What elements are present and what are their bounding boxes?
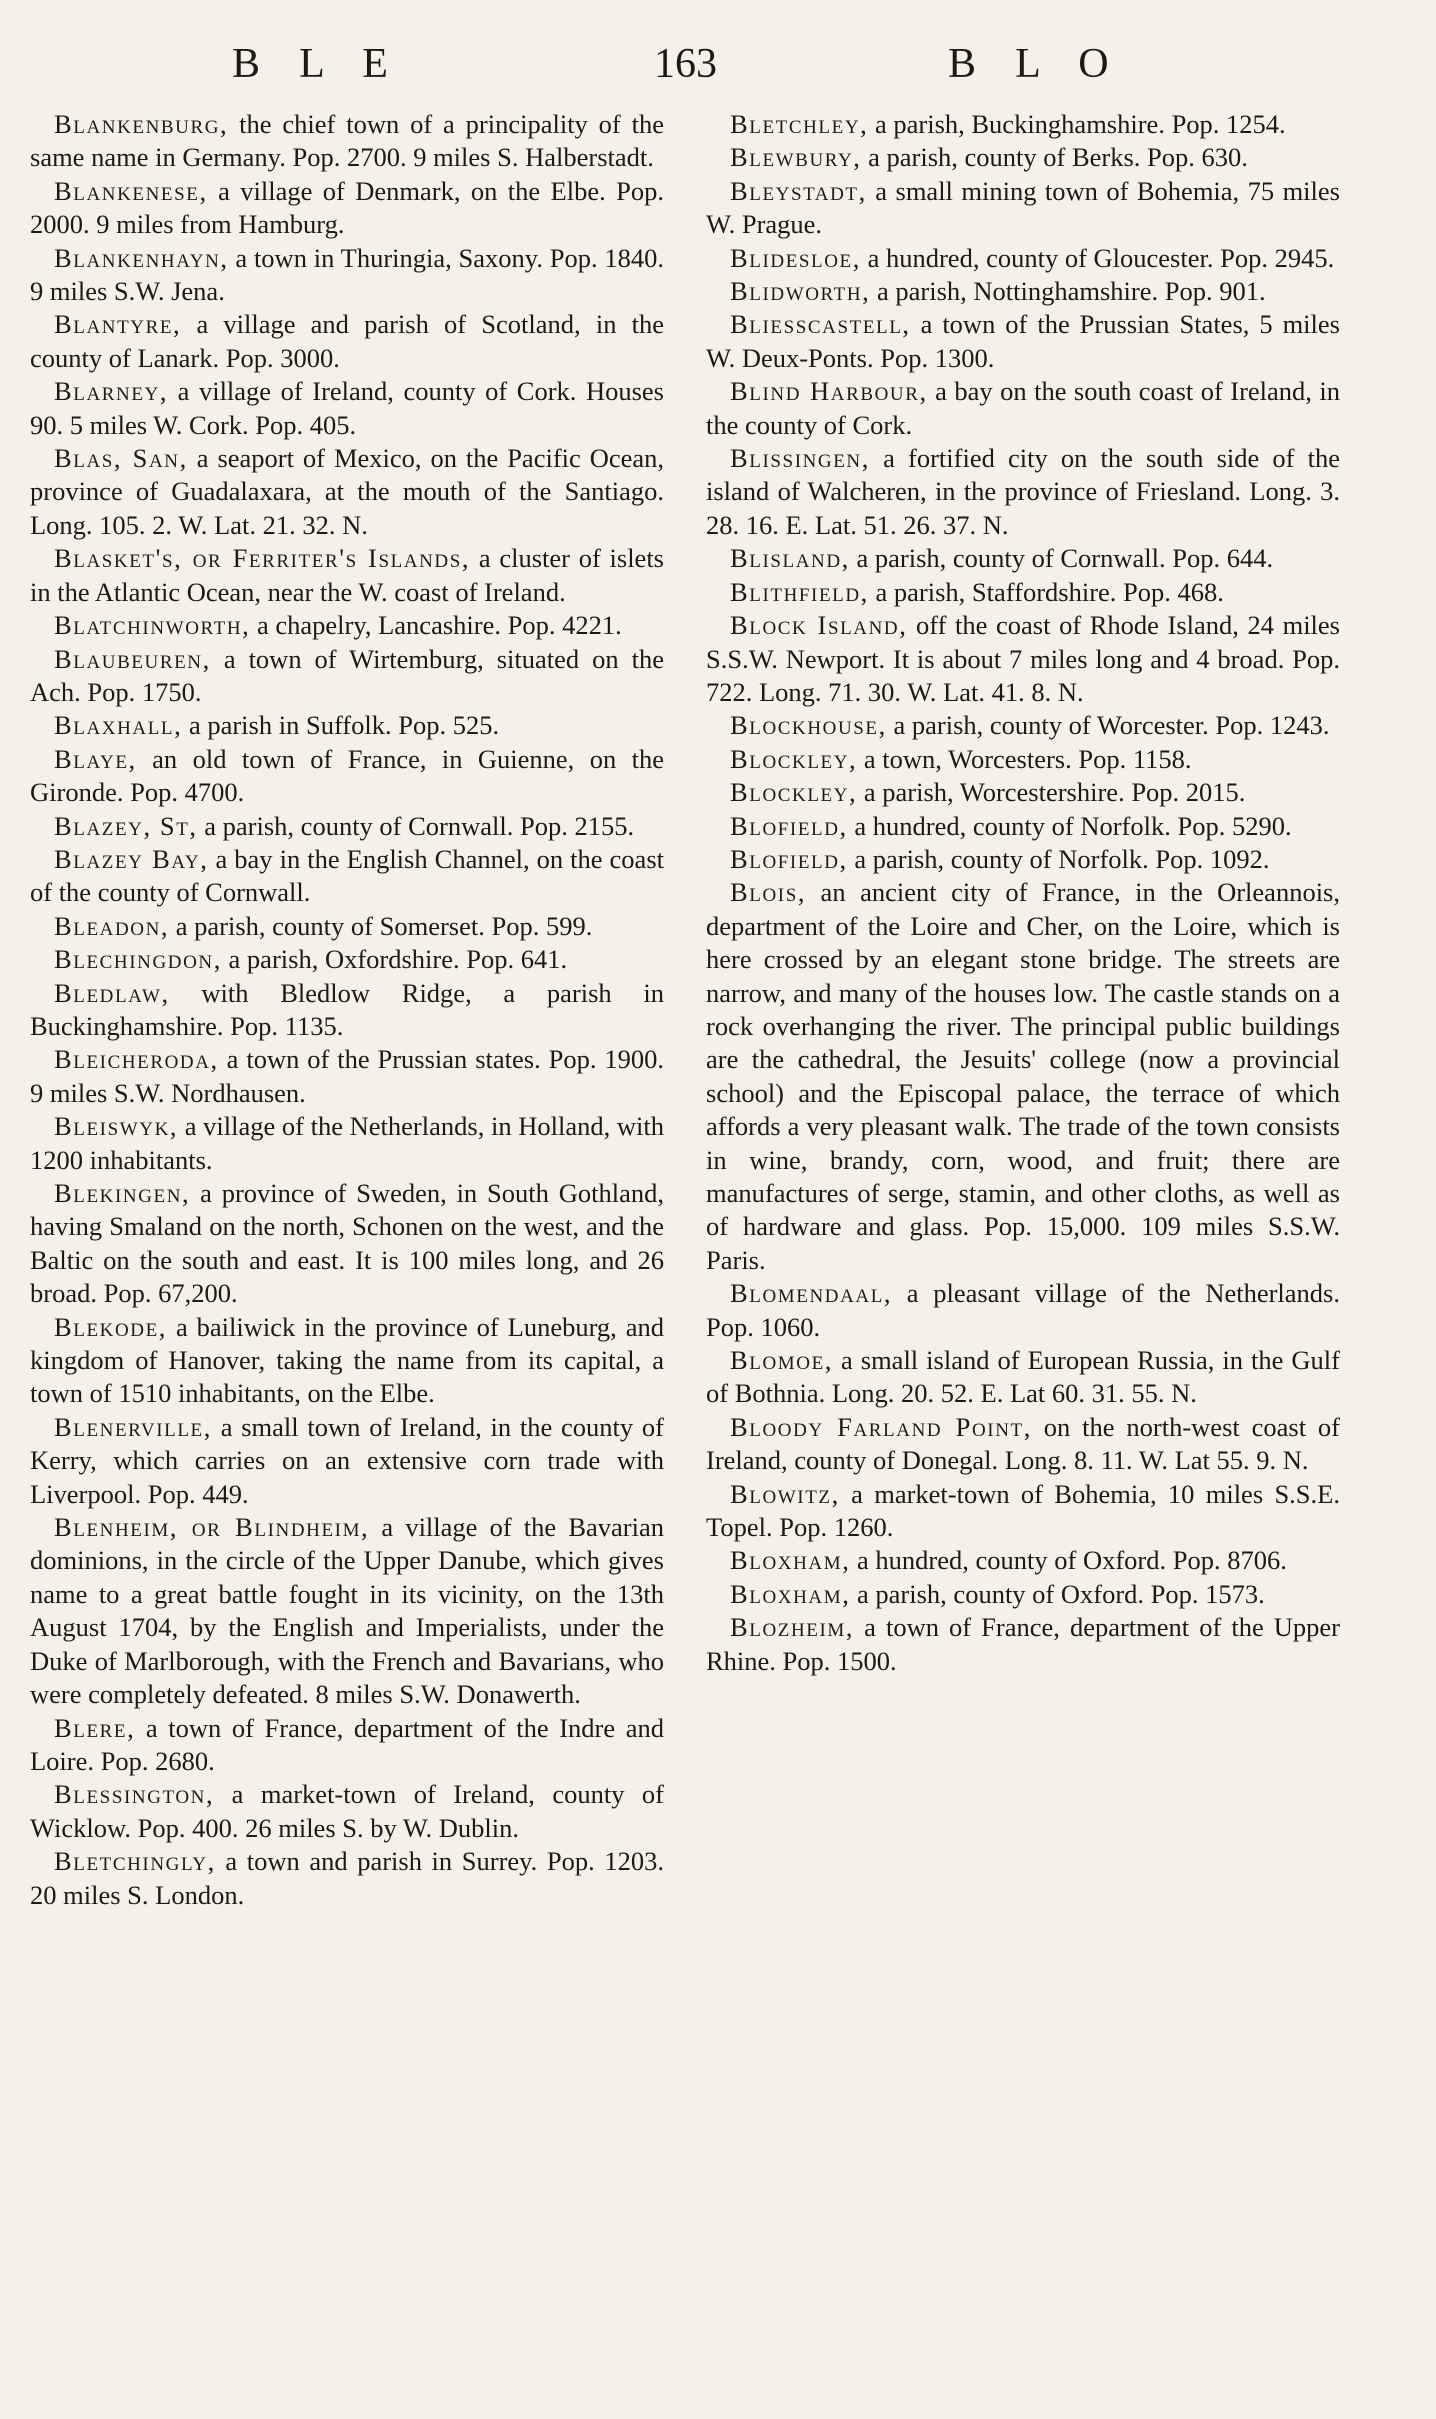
entry-headword: Bleadon, — [54, 910, 170, 941]
entry-headword: Bleystadt, — [730, 175, 867, 206]
entry-headword: Bleiswyk, — [54, 1111, 179, 1142]
gazetteer-entry — [30, 943, 664, 976]
entry-headword: Blessington, — [54, 1779, 215, 1810]
entry-text: a hundred, county of Gloucester. Pop. 2945. — [860, 242, 1335, 273]
entry-text: a parish, Oxfordshire. Pop. 641. — [221, 944, 568, 975]
gazetteer-entry — [706, 442, 1340, 542]
gazetteer-entry — [30, 242, 664, 309]
gazetteer-entry — [30, 709, 664, 742]
entry-headword: Blekode, — [54, 1311, 168, 1342]
entry-text: a village of Ireland, county of Cork. Houses 90. 5 miles W. Cork. Pop. 405. — [30, 376, 664, 440]
gazetteer-entry — [30, 542, 664, 609]
entry-headword: Blofield, — [730, 843, 848, 874]
gazetteer-entry — [30, 609, 664, 642]
gazetteer-entry — [706, 876, 1340, 1277]
entry-text: a chapelry, Lancashire. Pop. 4221. — [250, 610, 622, 641]
entry-headword: Blozheim, — [730, 1612, 855, 1643]
gazetteer-entry — [706, 375, 1340, 442]
gazetteer-entry — [30, 1110, 664, 1177]
entry-headword: Bloxham, — [730, 1578, 851, 1609]
gazetteer-entry — [706, 308, 1340, 375]
gazetteer-entry — [30, 1043, 664, 1110]
gazetteer-entry — [30, 1511, 664, 1711]
entry-text: a hundred, county of Oxford. Pop. 8706. — [850, 1545, 1287, 1576]
gazetteer-entry — [30, 977, 664, 1044]
gazetteer-entry — [30, 1845, 664, 1912]
entry-headword: Blaye, — [54, 743, 137, 774]
gazetteer-entry — [30, 1712, 664, 1779]
entry-text: on the north-west coast of Ireland, county of Donegal. Long. 8. 11. W. Lat 55. 9. N. — [706, 1411, 1340, 1476]
entry-text: a parish, county of Berks. Pop. 630. — [861, 142, 1248, 173]
entry-headword: Bledlaw, — [54, 977, 170, 1008]
entry-headword: Blind Harbour, — [730, 376, 928, 407]
entry-headword: Blisland, — [730, 543, 850, 574]
entry-headword: Bliesscastell, — [730, 309, 911, 340]
gazetteer-entry — [706, 576, 1340, 609]
entry-text: a town of France, department of the Indre and Loire. Pop. 2680. — [30, 1712, 664, 1776]
right-column — [706, 108, 1340, 1678]
entry-text: a parish, Worcestershire. Pop. 2015. — [857, 777, 1246, 808]
entry-text: a town of the Prussian States, 5 miles W. Deux-Ponts. Pop. 1300. — [706, 309, 1340, 373]
entry-headword: Blechingdon, — [54, 944, 222, 975]
entry-headword: Bloxham, — [730, 1545, 851, 1576]
entry-text: a market-town of Bohemia, 10 miles S.S.E. Topel. Pop. 1260. — [706, 1478, 1340, 1543]
entry-headword: Blewbury, — [730, 142, 862, 173]
entry-headword: Blockhouse, — [730, 710, 887, 741]
entry-headword: Blantyre, — [54, 309, 182, 340]
gazetteer-entry — [706, 609, 1340, 709]
entry-headword: Blas, San, — [54, 443, 188, 474]
entry-text: a parish, county of Oxford. Pop. 1573. — [850, 1578, 1265, 1609]
entry-headword: Blowitz, — [730, 1478, 840, 1509]
entry-text: a parish, county of Worcester. Pop. 1243. — [886, 710, 1330, 741]
gazetteer-entry — [30, 1177, 664, 1311]
gazetteer-entry — [30, 375, 664, 442]
entry-text: a town and parish in Surrey. Pop. 1203. 20 miles S. London. — [30, 1846, 664, 1910]
entry-headword: Blomoe, — [730, 1345, 833, 1376]
gazetteer-entry — [706, 1411, 1340, 1478]
entry-headword: Blere, — [54, 1712, 136, 1743]
entry-text: an ancient city of France, in the Orleannois, department of the Loire and Cher, on the Loire, which is here crossed by an elegant stone bridge. The streets are narrow, and many of the houses low. The castle stands on a rock overhanging the river. The principal public buildings are the cathedral, the Jesuits' college (now a provincial school) and the Episcopal palace, the terrace of which affords a very pleasant walk. The trade of the town consists in wine, brandy, corn, wood, and fruit; there are manufactures of serge, stamin, and other cloths, as well as of hardware and glass. Pop. 15,000. 109 miles S.S.W. Paris. — [706, 877, 1340, 1275]
gazetteer-entry — [30, 108, 664, 175]
entry-headword: Blissingen, — [730, 443, 870, 474]
gazetteer-entry — [706, 743, 1340, 776]
entry-text: a parish, county of Cornwall. Pop. 644. — [849, 543, 1274, 574]
entry-headword: Blankenese, — [54, 175, 208, 206]
entry-text: a parish in Suffolk. Pop. 525. — [182, 710, 500, 741]
entry-text: a bay in the English Channel, on the coast of the county of Cornwall. — [30, 843, 664, 908]
gazetteer-entry — [30, 743, 664, 810]
entry-text: a parish, Buckinghamshire. Pop. 1254. — [868, 109, 1286, 139]
entry-text: a small island of European Russia, in the Gulf of Bothnia. Long. 20. 52. E. Lat 60. 31. 55. N. — [706, 1345, 1340, 1409]
entry-text: the chief town of a principality of the same name in Germany. Pop. 2700. 9 miles S. Halberstadt. — [30, 109, 664, 173]
entry-headword: Blidworth, — [730, 276, 871, 307]
entry-text: a cluster of islets in the Atlantic Ocean, near the W. coast of Ireland. — [30, 543, 664, 607]
gazetteer-entry — [706, 275, 1340, 308]
entry-text: a seaport of Mexico, on the Pacific Ocean, province of Guadalaxara, at the mouth of the Santiago. Long. 105. 2. W. Lat. 21. 32. N. — [30, 443, 664, 540]
entry-text: a village of the Bavarian dominions, in the circle of the Upper Danube, which gives name to a great battle fought in its vicinity, on the 13th August 1704, by the English and Imperialists, under the Duke of Marlborough, with the French and Bavarians, who were completely defeated. 8 miles S.W. Donawerth. — [30, 1512, 664, 1710]
entry-headword: Blankenburg, — [54, 109, 229, 139]
entry-text: a parish, Nottinghamshire. Pop. 901. — [870, 276, 1266, 307]
gazetteer-entry — [30, 308, 664, 375]
gazetteer-entry — [706, 810, 1340, 843]
gazetteer-entry — [30, 843, 664, 910]
entry-text: a village of the Netherlands, in Holland, with 1200 inhabitants. — [30, 1111, 664, 1175]
gazetteer-entry — [706, 542, 1340, 575]
entry-text: a bay on the south coast of Ireland, in the county of Cork. — [706, 376, 1340, 440]
entry-headword: Blazey, St, — [54, 810, 198, 841]
gazetteer-entry — [706, 175, 1340, 242]
entry-headword: Blankenhayn, — [54, 242, 229, 273]
entry-text: a market-town of Ireland, county of Wicklow. Pop. 400. 26 miles S. by W. Dublin. — [30, 1779, 664, 1843]
gazetteer-entry — [30, 175, 664, 242]
entry-headword: Blenerville, — [54, 1411, 212, 1442]
entry-text: a province of Sweden, in South Gothland, having Smaland on the north, Schonen on the west, and the Baltic on the south and east. It is 100 miles long, and 26 broad. Pop. 67,200. — [30, 1178, 664, 1309]
gazetteer-entry — [706, 1578, 1340, 1611]
entry-headword: Blaubeuren, — [54, 643, 211, 674]
entry-headword: Bletchley, — [730, 109, 869, 139]
entry-text: a town in Thuringia, Saxony. Pop. 1840. 9 miles S.W. Jena. — [30, 242, 664, 307]
gazetteer-entry — [706, 1544, 1340, 1577]
entry-headword: Blois, — [730, 877, 807, 908]
entry-headword: Blenheim, or Blindheim, — [54, 1512, 370, 1543]
gazetteer-entry — [30, 1778, 664, 1845]
gazetteer-entry — [30, 1311, 664, 1411]
entry-headword: Bleicheroda, — [54, 1044, 219, 1075]
entry-text: a bailiwick in the province of Luneburg, and kingdom of Hanover, taking the name from its capital, a town of 1510 inhabitants, on the Elbe. — [30, 1311, 664, 1409]
entry-headword: Blockley, — [730, 777, 858, 808]
entry-headword: Blockley, — [730, 743, 858, 774]
entry-text: a small mining town of Bohemia, 75 miles W. Prague. — [706, 175, 1340, 240]
entry-text: off the coast of Rhode Island, 24 miles S.S.W. Newport. It is about 7 miles long and 4 broad. Pop. 722. Long. 71. 30. W. Lat. 41. 8. N. — [706, 610, 1340, 707]
gazetteer-entry — [706, 242, 1340, 275]
entry-text: a small town of Ireland, in the county of Kerry, which carries on an extensive corn trade with Liverpool. Pop. 449. — [30, 1411, 664, 1509]
entry-text: a parish, Staffordshire. Pop. 468. — [868, 576, 1224, 607]
entry-text: a fortified city on the south side of the island of Walcheren, in the province of Friesland. Long. 3. 28. 16. E. Lat. 51. 26. 37. N. — [706, 443, 1340, 540]
gazetteer-entry — [706, 1611, 1340, 1678]
entry-headword: Block Island, — [730, 610, 908, 641]
gazetteer-entry — [706, 1277, 1340, 1344]
gazetteer-entry — [706, 843, 1340, 876]
entry-headword: Blidesloe, — [730, 242, 861, 273]
entry-text: with Bledlow Ridge, a parish in Buckinghamshire. Pop. 1135. — [30, 977, 664, 1041]
entry-text: a village of Denmark, on the Elbe. Pop. 2000. 9 miles from Hamburg. — [30, 175, 664, 240]
entry-text: a hundred, county of Norfolk. Pop. 5290. — [847, 810, 1292, 841]
entry-headword: Blekingen, — [54, 1178, 191, 1208]
entry-headword: Blasket's, or Ferriter's Islands, — [54, 543, 471, 574]
running-head-right: B L O — [948, 41, 1123, 87]
running-head-left: B L E — [232, 41, 403, 87]
entry-headword: Blazey Bay, — [54, 843, 209, 874]
entry-text: a village and parish of Scotland, in the county of Lanark. Pop. 3000. — [30, 309, 664, 373]
entry-text: a town of the Prussian states. Pop. 1900. 9 miles S.W. Nordhausen. — [30, 1044, 664, 1108]
gazetteer-entry — [30, 810, 664, 843]
gazetteer-entry — [706, 709, 1340, 742]
entry-headword: Blomendaal, — [730, 1278, 893, 1309]
gazetteer-entry — [706, 1344, 1340, 1411]
entry-text: a parish, county of Norfolk. Pop. 1092. — [847, 843, 1270, 874]
gazetteer-entry — [706, 108, 1340, 141]
entry-headword: Blarney, — [54, 376, 169, 407]
entry-text: a parish, county of Cornwall. Pop. 2155. — [197, 810, 635, 841]
gazetteer-entry — [30, 442, 664, 542]
entry-headword: Bloody Farland Point, — [730, 1411, 1032, 1442]
gazetteer-entry — [706, 776, 1340, 809]
gazetteer-entry — [30, 910, 664, 943]
entry-headword: Blatchinworth, — [54, 610, 251, 641]
entry-text: a pleasant village of the Netherlands. Pop. 1060. — [706, 1278, 1340, 1342]
gazetteer-entry — [706, 141, 1340, 174]
entry-text: a town of Wirtemburg, situated on the Ach. Pop. 1750. — [30, 643, 664, 707]
entry-headword: Bletchingly, — [54, 1846, 216, 1877]
entry-headword: Blithfield, — [730, 576, 869, 607]
entry-text: an old town of France, in Guienne, on the Gironde. Pop. 4700. — [30, 743, 664, 808]
entry-text: a town, Worcesters. Pop. 1158. — [857, 743, 1192, 774]
page-number: 163 — [654, 41, 717, 87]
gazetteer-entry — [30, 1411, 664, 1511]
entry-headword: Blaxhall, — [54, 710, 183, 741]
entry-text: a parish, county of Somerset. Pop. 599. — [169, 910, 593, 941]
running-head — [0, 40, 1436, 100]
gazetteer-entry — [706, 1478, 1340, 1545]
entry-text: a town of France, department of the Upper Rhine. Pop. 1500. — [706, 1612, 1340, 1676]
gazetteer-entry — [30, 643, 664, 710]
left-column — [30, 108, 664, 1912]
entry-headword: Blofield, — [730, 810, 848, 841]
